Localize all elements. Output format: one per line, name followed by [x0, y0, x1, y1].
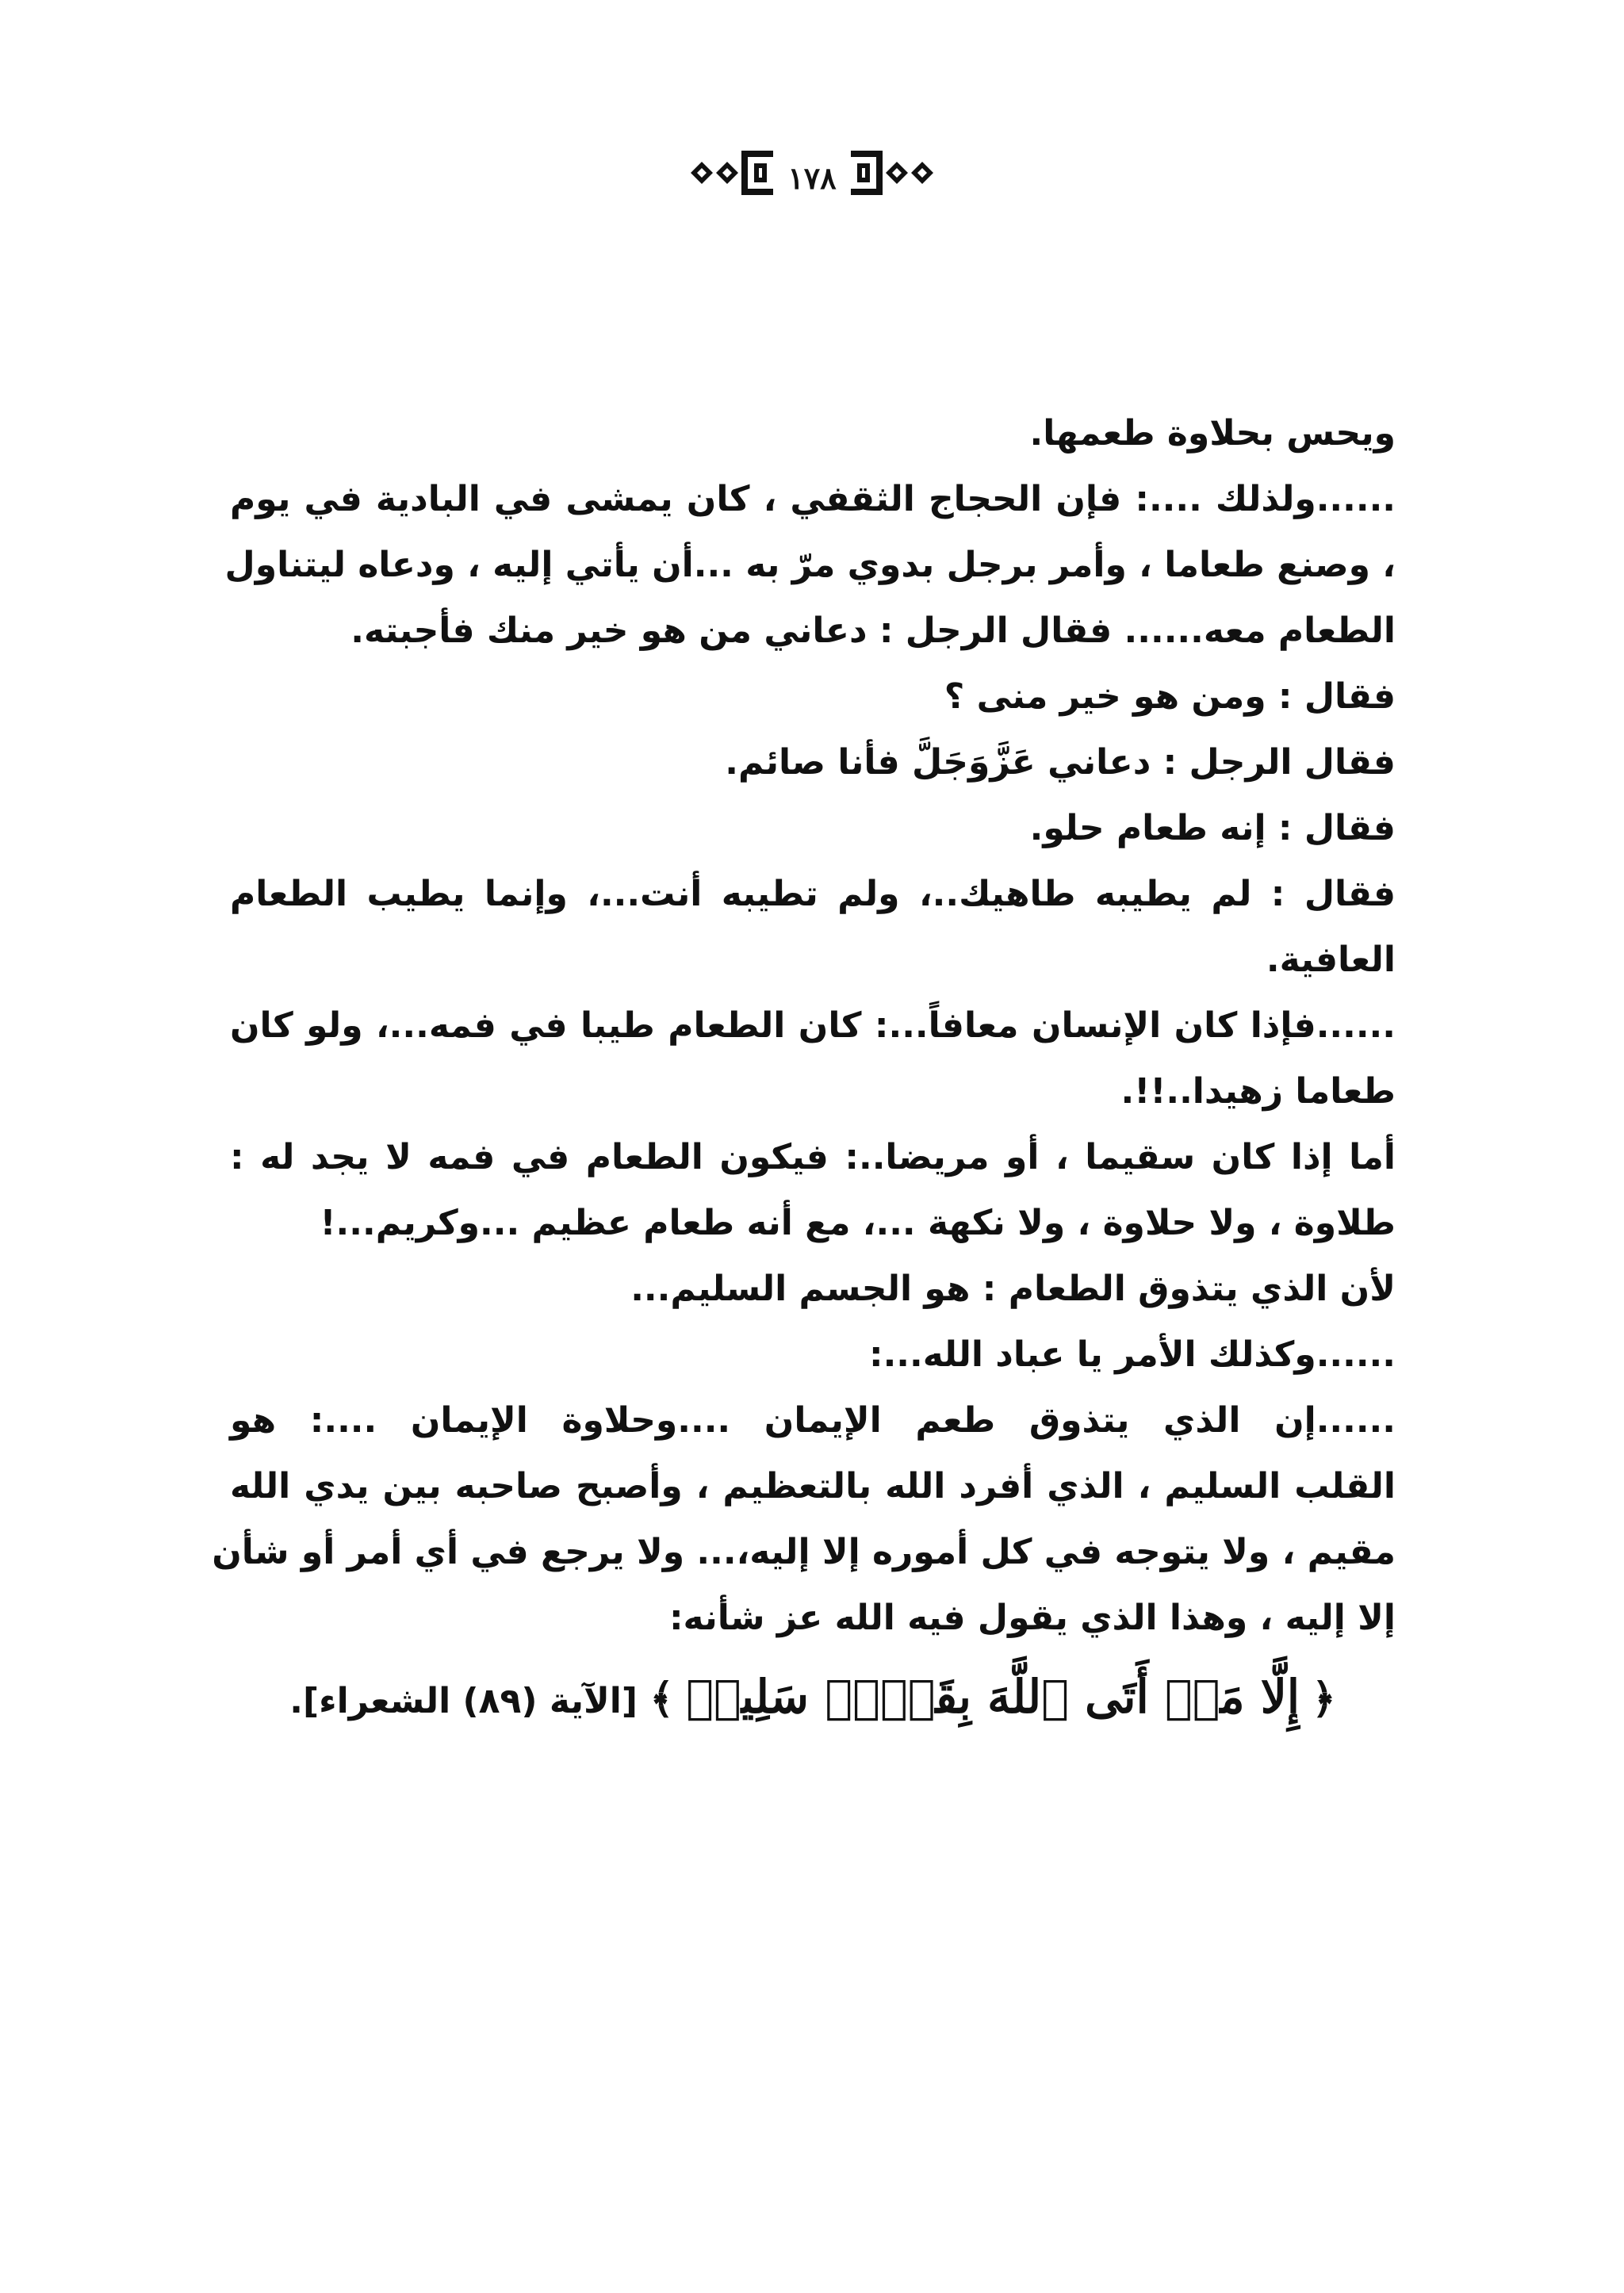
text-line: ......إن الذي يتذوق طعم الإيمان ....وحلاوة الإيمان ....: هو [230, 1400, 1396, 1441]
page-number: ١٧٨ [787, 160, 837, 196]
body-text [212, 400, 1396, 1736]
verse-close-bracket: ﴾ [649, 1675, 674, 1723]
ornament-left-icon [684, 141, 779, 205]
text-line: ويحس بحلاوة طعمها. [1029, 413, 1396, 454]
text-line: إلا إليه ، وهذا الذي يقول فيه الله عز شأنه: [668, 1598, 1396, 1638]
text-line: القلب السليم ، الذي أفرد الله بالتعظيم ، وأصبح صاحبه بين يدي الله [230, 1466, 1396, 1506]
page-number-ornament [684, 141, 939, 205]
text-line: فقال : ومن هو خير منى ؟ [944, 676, 1396, 717]
text-line: لأن الذي يتذوق الطعام : هو الجسم السليم... [630, 1269, 1396, 1309]
verse-reference: [الآية (٨٩) الشعراء]. [289, 1681, 638, 1721]
text-line: فقال الرجل : دعاني عَزَّوَجَلَّ فأنا صائم. [725, 742, 1396, 783]
text-line: ، وصنع طعاما ، وأمر برجل بدوي مرّ به ...أن يأتي إليه ، ودعاه ليتناول [224, 545, 1396, 585]
text-line: الطعام معه...... فقال الرجل : دعاني من هو خير منك فأجبته. [350, 611, 1396, 651]
verse-text: إِلَّا مَنۡ أَتَى ٱللَّهَ بِقَلۡبٖ سَلِيمٖ [686, 1670, 1300, 1724]
ornament-right-icon [845, 141, 940, 205]
text-line: ......فإذا كان الإنسان معافاً...: كان الطعام طيبا في فمه...، ولو كان [230, 1005, 1396, 1046]
verse-open-bracket: ﴿ [1312, 1675, 1336, 1723]
quran-verse [230, 1657, 1396, 1736]
page-header [0, 133, 1624, 212]
text-line: طلاوة ، ولا حلاوة ، ولا نكهة ...، مع أنه طعام عظيم ...وكريم...! [320, 1203, 1396, 1243]
text-line: فقال : إنه طعام حلو. [1029, 808, 1396, 848]
text-line: أما إذا كان سقيما ، أو مريضا..: فيكون الطعام في فمه لا يجد له : [230, 1137, 1396, 1177]
text-line: ......ولذلك ....: فإن الحجاج الثقفي ، كان يمشى في البادية في يوم [230, 479, 1396, 519]
text-line: العافية. [1266, 940, 1396, 980]
text-line: فقال : لم يطيبه طاهيك..، ولم تطيبه أنت...، وإنما يطيب الطعام [230, 874, 1396, 914]
text-line: مقيم ، ولا يتوجه في كل أموره إلا إليه،... ولا يرجع في أي أمر أو شأن [212, 1532, 1396, 1572]
text-line: طعاما زهيدا..!!. [1120, 1071, 1396, 1112]
text-line: ......وكذلك الأمر يا عباد الله...: [868, 1334, 1396, 1375]
